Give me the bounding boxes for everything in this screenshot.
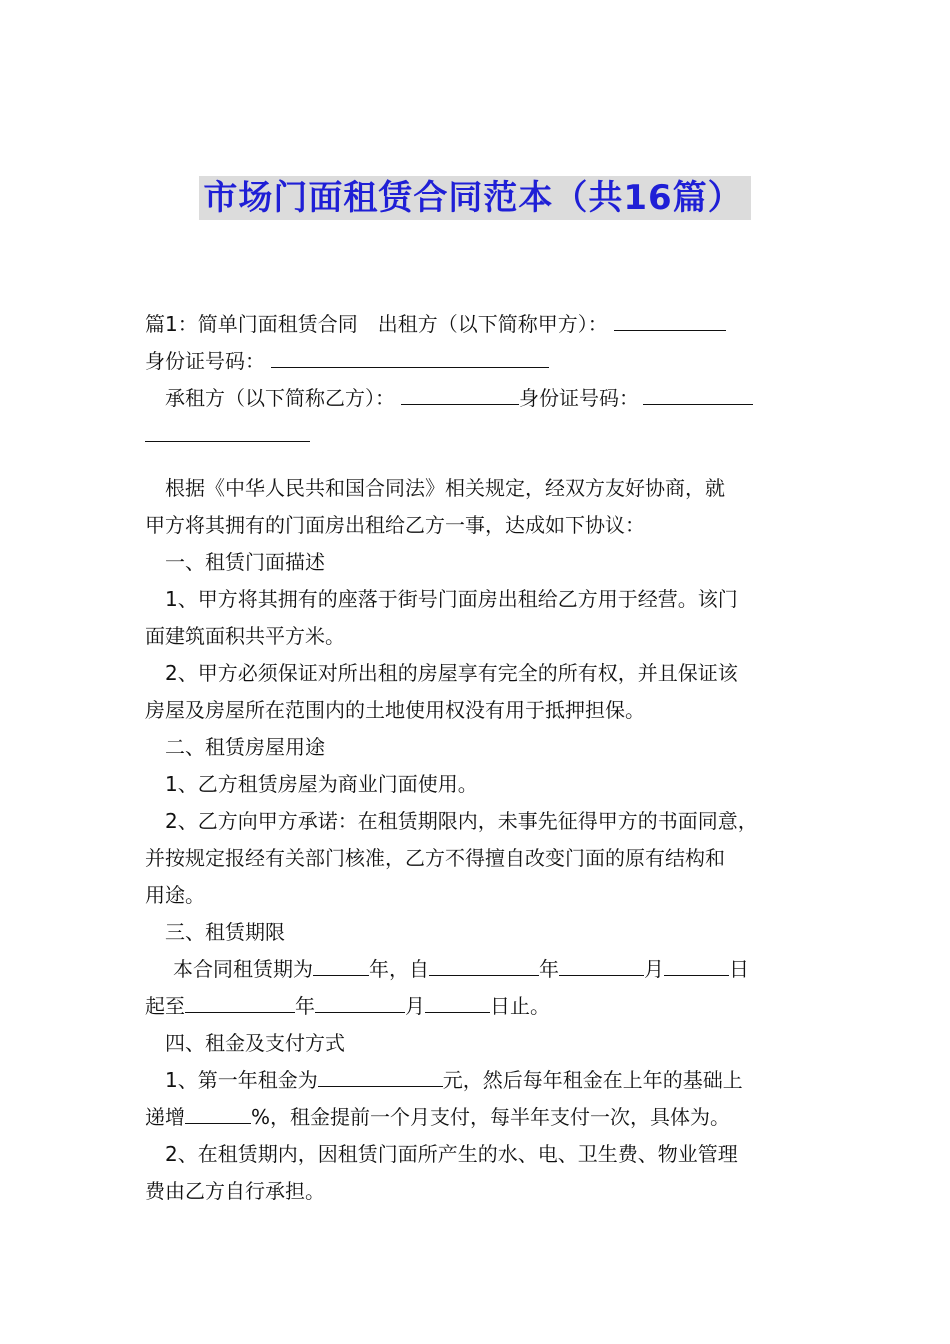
- rent-text-4: %，租金提前一个月支付，每半年支付一次，具体为。: [251, 1105, 731, 1129]
- header-line-2: [145, 343, 810, 380]
- lessee-label: 承租方（以下简称乙方）：: [165, 386, 395, 410]
- term-text-4: 月: [644, 957, 664, 981]
- title-container: [0, 176, 950, 220]
- rent-text-1: 1、第一年租金为: [165, 1068, 318, 1092]
- document-title: 市场门面租赁合同范本（共16篇）: [199, 176, 750, 220]
- first-year-rent-blank: [318, 1064, 443, 1087]
- start-year-blank: [429, 953, 539, 976]
- term-text-7: 年: [295, 994, 315, 1018]
- term-text-3: 年: [539, 957, 559, 981]
- term-text-8: 月: [405, 994, 425, 1018]
- start-day-blank: [664, 953, 729, 976]
- lessor-id-label: 身份证号码：: [145, 349, 265, 373]
- lessor-name-blank: [614, 308, 726, 331]
- term-text-5: 日: [729, 957, 749, 981]
- section4-item1-line2: [145, 1099, 810, 1136]
- rent-text-3: 递增: [145, 1105, 185, 1129]
- preamble-line-1: 根据《中华人民共和国合同法》相关规定，经双方友好协商，就: [165, 476, 725, 500]
- section3-heading: 三、租赁期限: [165, 920, 285, 944]
- section2-item2-line2: 并按规定报经有关部门核准，乙方不得擅自改变门面的原有结构和: [145, 846, 725, 870]
- term-text-9: 日止。: [490, 994, 550, 1018]
- section2-item2-line3: 用途。: [145, 883, 205, 907]
- section4-item2-line2: 费由乙方自行承担。: [145, 1179, 325, 1203]
- section4-heading: 四、租金及支付方式: [165, 1031, 345, 1055]
- section3-term-line1: [145, 951, 810, 988]
- lessor-id-blank: [271, 345, 549, 368]
- lessee-name-blank: [401, 382, 519, 405]
- term-years-blank: [313, 953, 369, 976]
- preamble-line-2: 甲方将其拥有的门面房出租给乙方一事，达成如下协议：: [145, 513, 645, 537]
- section1-item2-line2: 房屋及房屋所在范围内的土地使用权没有用于抵押担保。: [145, 698, 645, 722]
- end-month-blank: [315, 990, 405, 1013]
- section2-heading: 二、租赁房屋用途: [165, 735, 325, 759]
- term-text-1: 本合同租赁期为: [173, 957, 313, 981]
- lessee-id-label: 身份证号码：: [519, 386, 639, 410]
- section1-item2-line1: 2、甲方必须保证对所出租的房屋享有完全的所有权，并且保证该: [165, 661, 738, 685]
- section4-item1-line1: [145, 1062, 810, 1099]
- doc-label: 篇1：简单门面租赁合同: [145, 312, 358, 336]
- header-line-1: [145, 306, 810, 343]
- lessee-id-blank-cont: [145, 419, 310, 442]
- header-line-4: [145, 417, 810, 454]
- lessee-id-blank: [643, 382, 753, 405]
- section2-item1: 1、乙方租赁房屋为商业门面使用。: [165, 772, 478, 796]
- section1-item1-line1: 1、甲方将其拥有的座落于街号门面房出租给乙方用于经营。该门: [165, 587, 738, 611]
- section1-heading: 一、租赁门面描述: [165, 550, 325, 574]
- section2-item2-line1: 2、乙方向甲方承诺：在租赁期限内，未事先征得甲方的书面同意，: [165, 809, 758, 833]
- term-text-2: 年，自: [369, 957, 429, 981]
- increase-rate-blank: [185, 1101, 251, 1124]
- term-text-6: 起至: [145, 994, 185, 1018]
- header-line-3: [145, 380, 810, 417]
- rent-text-2: 元，然后每年租金在上年的基础上: [442, 1068, 743, 1092]
- start-month-blank: [559, 953, 644, 976]
- end-year-blank: [185, 990, 295, 1013]
- section4-item2-line1: 2、在租赁期内，因租赁门面所产生的水、电、卫生费、物业管理: [165, 1142, 738, 1166]
- document-body: [145, 306, 810, 1210]
- section1-item1-line2: 面建筑面积共平方米。: [145, 624, 345, 648]
- end-day-blank: [425, 990, 490, 1013]
- lessor-label: 出租方（以下简称甲方）：: [377, 312, 608, 336]
- section3-term-line2: [145, 988, 810, 1025]
